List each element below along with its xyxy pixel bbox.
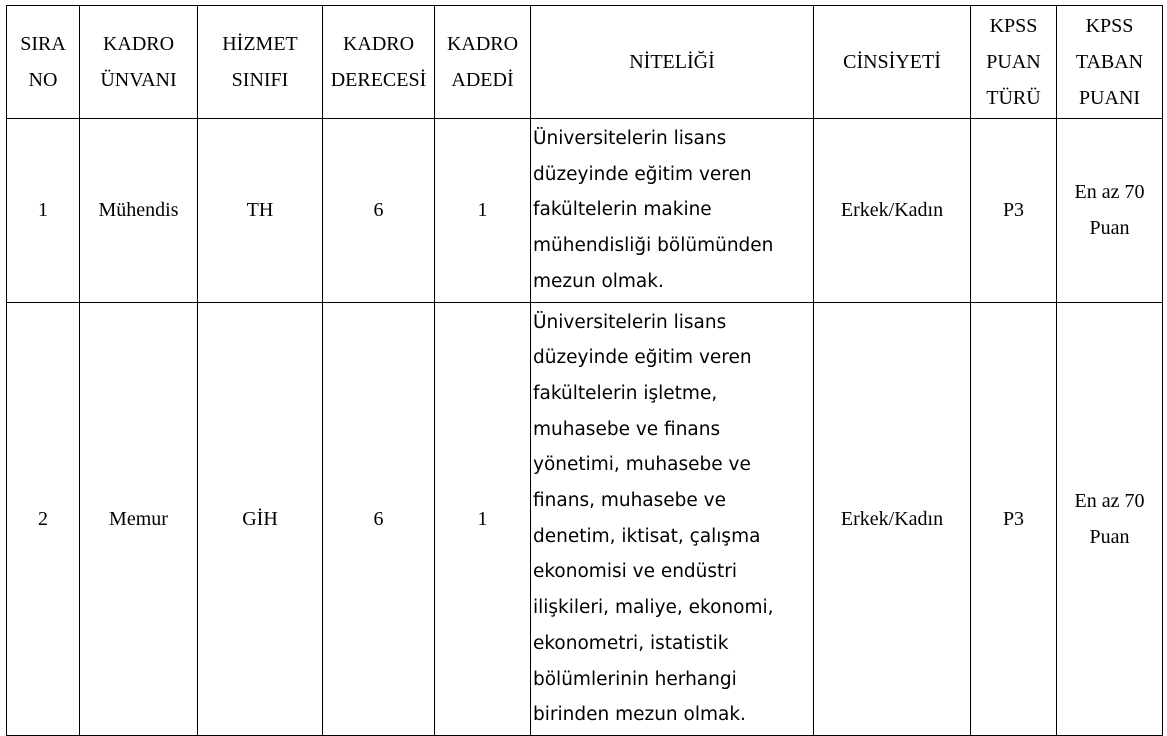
table-row xyxy=(7,302,1163,735)
cell-kadro-unvani: Memur xyxy=(80,302,198,735)
cell-kadro-derecesi: 6 xyxy=(323,119,435,303)
header-kpss-taban-puani: KPSS TABAN PUANI xyxy=(1057,6,1163,119)
table-header-row xyxy=(7,6,1163,119)
cell-kpss-taban-puani: En az 70 Puan xyxy=(1057,119,1163,303)
cell-sira-no: 2 xyxy=(7,302,80,735)
header-cinsiyeti: CİNSİYETİ xyxy=(814,6,971,119)
cell-cinsiyeti: Erkek/Kadın xyxy=(814,302,971,735)
cell-hizmet-sinifi: GİH xyxy=(198,302,323,735)
header-kadro-adedi: KADRO ADEDİ xyxy=(435,6,531,119)
cell-kadro-derecesi: 6 xyxy=(323,302,435,735)
cell-kpss-puan-turu: P3 xyxy=(971,302,1057,735)
cell-kadro-adedi: 1 xyxy=(435,302,531,735)
cell-niteligi: Üniversitelerin lisans düzeyinde eğitim veren fakültelerin makine mühendisliği bölümünden mezun olmak. xyxy=(531,119,814,303)
cell-hizmet-sinifi: TH xyxy=(198,119,323,303)
cell-cinsiyeti: Erkek/Kadın xyxy=(814,119,971,303)
header-sira-no: SIRA NO xyxy=(7,6,80,119)
cell-niteligi: Üniversitelerin lisans düzeyinde eğitim veren fakültelerin işletme, muhasebe ve finans yönetimi, muhasebe ve finans, muhasebe ve denetim, iktisat, çalışma ekonomisi ve endüstri ilişkileri, maliye, ekonomi, ekonometri, istatistik bölümlerinin herhangi birinden mezun olmak. xyxy=(531,302,814,735)
header-kpss-puan-turu: KPSS PUAN TÜRÜ xyxy=(971,6,1057,119)
cell-sira-no: 1 xyxy=(7,119,80,303)
cell-kadro-unvani: Mühendis xyxy=(80,119,198,303)
table-row xyxy=(7,119,1163,303)
header-kadro-unvani: KADRO ÜNVANI xyxy=(80,6,198,119)
header-kadro-derecesi: KADRO DERECESİ xyxy=(323,6,435,119)
cell-kadro-adedi: 1 xyxy=(435,119,531,303)
header-niteligi: NİTELİĞİ xyxy=(531,6,814,119)
cell-kpss-taban-puani: En az 70 Puan xyxy=(1057,302,1163,735)
staff-position-table xyxy=(6,5,1163,736)
header-hizmet-sinifi: HİZMET SINIFI xyxy=(198,6,323,119)
cell-kpss-puan-turu: P3 xyxy=(971,119,1057,303)
